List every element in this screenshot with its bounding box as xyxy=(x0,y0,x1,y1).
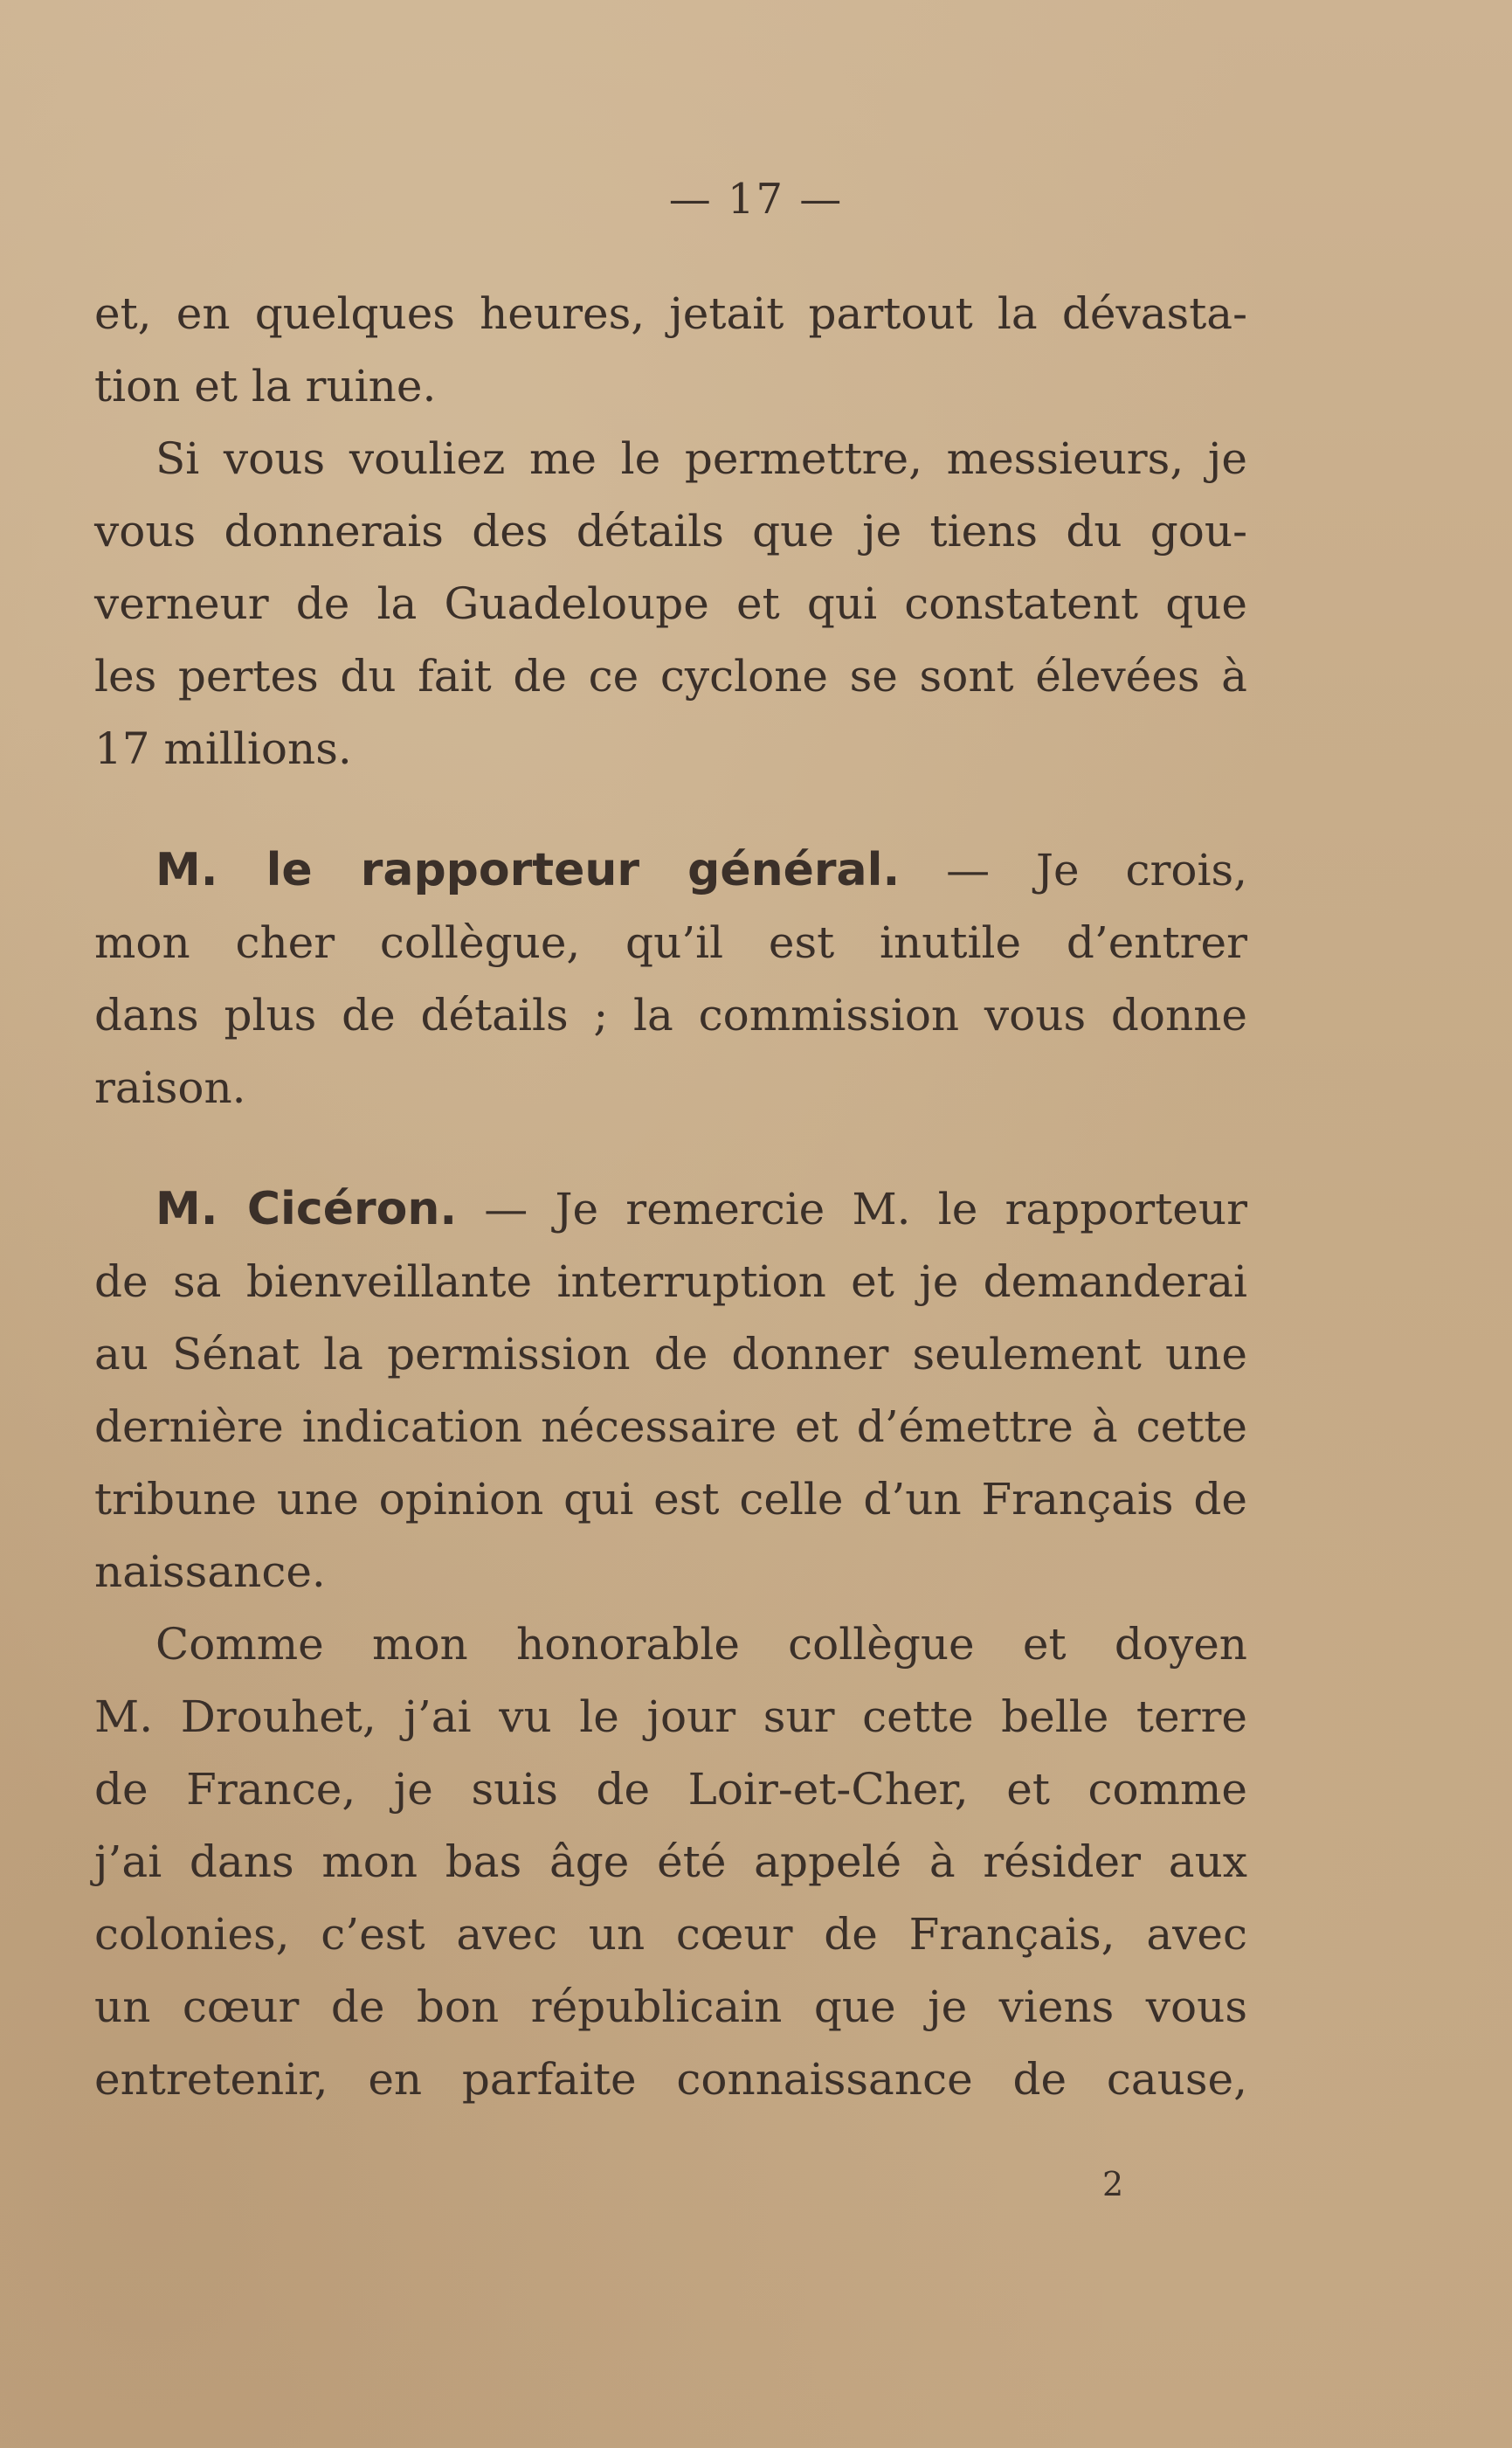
text-line: les pertes du fait de ce cyclone se sont élevées à xyxy=(94,651,1247,702)
text-line: et, en quelques heures, jetait partout la dévasta- xyxy=(94,288,1247,339)
signature-mark: 2 xyxy=(1102,2165,1124,2203)
text-line: j’ai dans mon bas âge été appelé à résider aux xyxy=(94,1836,1247,1887)
text-line: un cœur de bon républicain que je viens vous xyxy=(94,1981,1247,2032)
speaker-name: M. le rapporteur général. xyxy=(155,844,901,896)
text-line: 17 millions. xyxy=(94,723,352,774)
speech-first-line xyxy=(94,1173,1247,1246)
page-number: — 17 — xyxy=(668,175,844,224)
speech-text: — Je remercie M. le rapporteur xyxy=(457,1184,1247,1234)
text-line: tion et la ruine. xyxy=(94,361,437,411)
text-line: tribune une opinion qui est celle d’un Français de xyxy=(94,1474,1247,1525)
text-line: Comme mon honorable collègue et doyen xyxy=(155,1619,1247,1670)
text-line: dernière indication nécessaire et d’émettre à cette xyxy=(94,1401,1247,1452)
speaker-name: M. Cicéron. xyxy=(155,1183,458,1235)
text-line: colonies, c’est avec un cœur de Français, avec xyxy=(94,1909,1247,1960)
text-line: M. Drouhet, j’ai vu le jour sur cette belle terre xyxy=(94,1691,1247,1742)
text-line: de France, je suis de Loir-et-Cher, et comme xyxy=(94,1764,1247,1815)
text-line: naissance. xyxy=(94,1546,326,1597)
text-line: au Sénat la permission de donner seulement une xyxy=(94,1329,1247,1380)
speech-first-line xyxy=(94,834,1247,907)
speech-text: — Je crois, xyxy=(900,845,1247,896)
text-line: raison. xyxy=(94,1062,246,1113)
text-line: verneur de la Guadeloupe et qui constatent que xyxy=(94,578,1247,629)
text-line: dans plus de détails ; la commission vous donne xyxy=(94,990,1247,1041)
text-line: de sa bienveillante interruption et je demanderai xyxy=(94,1256,1247,1307)
text-line: vous donnerais des détails que je tiens du gou- xyxy=(94,506,1247,557)
text-line: Si vous vouliez me le permettre, messieurs, je xyxy=(155,433,1247,484)
text-line: mon cher collègue, qu’il est inutile d’entrer xyxy=(94,917,1247,968)
text-line: entretenir, en parfaite connaissance de cause, xyxy=(94,2054,1247,2105)
body-text xyxy=(94,278,1247,2116)
